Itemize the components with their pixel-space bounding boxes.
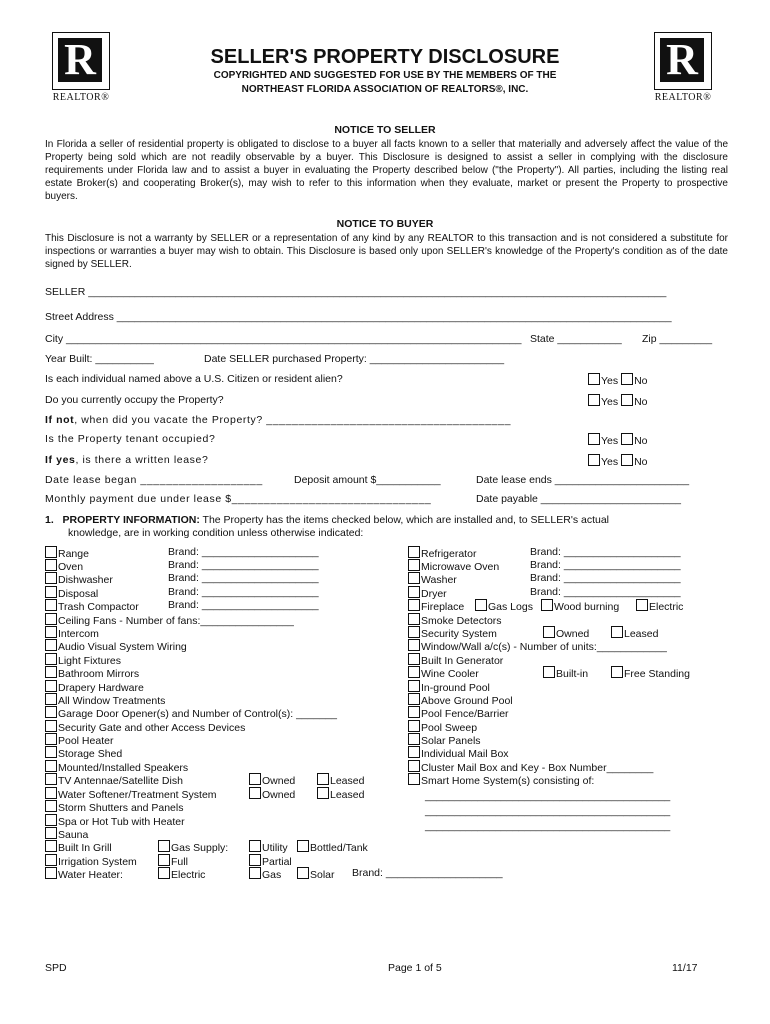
window-treatments-checkbox[interactable] <box>45 693 57 705</box>
lease-options: Yes No <box>588 454 648 468</box>
street-address-field[interactable]: Street Address _______________________________________________________________________________________________ <box>45 311 672 323</box>
footer-version: 11/17 <box>672 962 698 974</box>
item-storage-shed[interactable]: Storage Shed <box>45 746 122 761</box>
solar-panels-checkbox[interactable] <box>408 733 420 745</box>
item-range[interactable]: Range <box>45 546 89 561</box>
item-smart-home[interactable]: Smart Home System(s) consisting of: <box>408 773 594 788</box>
fireplace-electric-checkbox[interactable] <box>636 599 648 611</box>
softener-leased-checkbox[interactable] <box>317 787 329 799</box>
softener-owned[interactable]: Owned <box>249 787 295 802</box>
storm-shutters-checkbox[interactable] <box>45 800 57 812</box>
water-heater-brand[interactable]: Brand: ____________________ <box>352 867 503 879</box>
item-trash-compactor[interactable]: Trash Compactor <box>45 599 139 614</box>
refrigerator-brand[interactable]: Brand: ____________________ <box>530 546 681 558</box>
item-cluster-mailbox[interactable]: Cluster Mail Box and Key - Box Number________ <box>408 760 653 775</box>
utility-checkbox[interactable] <box>249 840 261 852</box>
window-ac-checkbox[interactable] <box>408 639 420 651</box>
security-leased-checkbox[interactable] <box>611 626 623 638</box>
softener-leased[interactable]: Leased <box>317 787 364 802</box>
item-window-ac[interactable]: Window/Wall a/c(s) - Number of units:____________ <box>408 639 667 654</box>
citizen-question: Is each individual named above a U.S. Citizen or resident alien? <box>45 373 343 385</box>
item-pool-fence[interactable]: Pool Fence/Barrier <box>408 706 509 721</box>
item-intercom[interactable]: Intercom <box>45 626 99 641</box>
washer-checkbox[interactable] <box>408 572 420 584</box>
lease-yes-checkbox[interactable] <box>588 454 600 466</box>
heater-solar[interactable]: Solar <box>297 867 335 882</box>
tv-antenna-checkbox[interactable] <box>45 773 57 785</box>
gas-utility[interactable]: Utility <box>249 840 288 855</box>
light-fixtures-checkbox[interactable] <box>45 653 57 665</box>
section-1-text: knowledge, are in working condition unless otherwise indicated: <box>68 527 364 539</box>
trash-compactor-checkbox[interactable] <box>45 599 57 611</box>
irrigation-checkbox[interactable] <box>45 854 57 866</box>
deposit-field[interactable]: Deposit amount $___________ <box>294 474 441 486</box>
drapery-checkbox[interactable] <box>45 680 57 692</box>
oven-brand[interactable]: Brand: ____________________ <box>168 559 319 571</box>
bottled-checkbox[interactable] <box>297 840 309 852</box>
item-above-pool[interactable]: Above Ground Pool <box>408 693 513 708</box>
mailbox-checkbox[interactable] <box>408 746 420 758</box>
item-disposal[interactable]: Disposal <box>45 586 98 601</box>
document-title: SELLER'S PROPERTY DISCLOSURE <box>210 46 560 68</box>
tv-owned-checkbox[interactable] <box>249 773 261 785</box>
free-standing-checkbox[interactable] <box>611 666 623 678</box>
tv-leased-checkbox[interactable] <box>317 773 329 785</box>
item-storm-shutters[interactable]: Storm Shutters and Panels <box>45 800 183 815</box>
pool-fence-checkbox[interactable] <box>408 706 420 718</box>
smoke-detectors-checkbox[interactable] <box>408 613 420 625</box>
security-system-checkbox[interactable] <box>408 626 420 638</box>
security-leased[interactable]: Leased <box>611 626 658 641</box>
year-built-field[interactable]: Year Built: __________ <box>45 353 154 365</box>
pool-heater-checkbox[interactable] <box>45 733 57 745</box>
tv-owned[interactable]: Owned <box>249 773 295 788</box>
item-wine-cooler[interactable]: Wine Cooler <box>408 666 479 681</box>
item-drapery[interactable]: Drapery Hardware <box>45 680 144 695</box>
lease-ends-field[interactable]: Date lease ends _______________________ <box>476 474 690 486</box>
vacate-question[interactable]: If not, when did you vacate the Property? ______________________________________ <box>45 414 512 426</box>
item-inground-pool[interactable]: In-ground Pool <box>408 680 490 695</box>
intercom-checkbox[interactable] <box>45 626 57 638</box>
occupy-no-checkbox[interactable] <box>621 394 633 406</box>
gas-supply-checkbox[interactable] <box>158 840 170 852</box>
gas-supply[interactable]: Gas Supply: <box>158 840 228 855</box>
date-payable-field[interactable]: Date payable ________________________ <box>476 493 681 505</box>
realtor-logo-right: R REALTOR® <box>654 32 712 103</box>
security-owned-checkbox[interactable] <box>543 626 555 638</box>
item-ceiling-fans[interactable]: Ceiling Fans - Number of fans:________________ <box>45 613 294 628</box>
heater-gas-checkbox[interactable] <box>249 867 261 879</box>
tenant-options: Yes No <box>588 433 648 447</box>
above-pool-checkbox[interactable] <box>408 693 420 705</box>
item-spa[interactable]: Spa or Hot Tub with Heater <box>45 814 185 829</box>
bathroom-mirrors-checkbox[interactable] <box>45 666 57 678</box>
heater-electric[interactable]: Electric <box>158 867 205 882</box>
tenant-question: Is the Property tenant occupied? <box>45 433 216 445</box>
smart-home-line-3[interactable]: __________________________________________ <box>425 820 671 832</box>
partial-checkbox[interactable] <box>249 854 261 866</box>
lease-no-checkbox[interactable] <box>621 454 633 466</box>
security-owned[interactable]: Owned <box>543 626 589 641</box>
item-light-fixtures[interactable]: Light Fixtures <box>45 653 121 668</box>
water-heater-checkbox[interactable] <box>45 867 57 879</box>
oven-checkbox[interactable] <box>45 559 57 571</box>
lease-question: If yes, is there a written lease? <box>45 454 209 466</box>
item-bathroom-mirrors[interactable]: Bathroom Mirrors <box>45 666 139 681</box>
item-microwave[interactable]: Microwave Oven <box>408 559 499 574</box>
smart-home-checkbox[interactable] <box>408 773 420 785</box>
item-audio-visual[interactable]: Audio Visual System Wiring <box>45 639 187 654</box>
realtor-logo-left: R REALTOR® <box>52 32 110 103</box>
wood-burning-checkbox[interactable] <box>541 599 553 611</box>
item-sauna[interactable]: Sauna <box>45 827 88 842</box>
item-security-gate[interactable]: Security Gate and other Access Devices <box>45 720 245 735</box>
item-dryer[interactable]: Dryer <box>408 586 447 601</box>
fireplace-checkbox[interactable] <box>408 599 420 611</box>
item-dishwasher[interactable]: Dishwasher <box>45 572 113 587</box>
trash-compactor-brand[interactable]: Brand: ____________________ <box>168 599 319 611</box>
built-in-checkbox[interactable] <box>543 666 555 678</box>
notice-seller-text: In Florida a seller of residential property is obligated to disclose to a buyer all facts known to a seller that materially and adversely affect the value of the Property being sold which are not readily observable by a buyer. This Disclosure is designed to assist a seller in complying with the disclosure requirements under Florida law and to assist a buyer in evaluating the Property described below ("the Property"). All parties, including the listing real estate Broker(s) and cooperating Broker(s), may wish to refer to this information when they evaluate, market or present the Property to prospective buyers. <box>45 139 728 202</box>
smart-home-line-1[interactable]: __________________________________________ <box>425 790 671 802</box>
dishwasher-brand[interactable]: Brand: ____________________ <box>168 572 319 584</box>
fireplace-wood[interactable]: Wood burning <box>541 599 619 614</box>
generator-checkbox[interactable] <box>408 653 420 665</box>
city-field[interactable]: City ______________________________________________________________________________ <box>45 333 522 345</box>
full-checkbox[interactable] <box>158 854 170 866</box>
disposal-checkbox[interactable] <box>45 586 57 598</box>
spa-checkbox[interactable] <box>45 814 57 826</box>
item-pool-heater[interactable]: Pool Heater <box>45 733 113 748</box>
item-irrigation[interactable]: Irrigation System <box>45 854 137 869</box>
cluster-mailbox-checkbox[interactable] <box>408 760 420 772</box>
microwave-brand[interactable]: Brand: ____________________ <box>530 559 681 571</box>
fireplace-gas-logs[interactable]: Gas Logs <box>475 599 533 614</box>
item-mailbox[interactable]: Individual Mail Box <box>408 746 509 761</box>
range-brand[interactable]: Brand: ____________________ <box>168 546 319 558</box>
audio-visual-checkbox[interactable] <box>45 639 57 651</box>
notice-seller-heading: NOTICE TO SELLER <box>334 124 436 136</box>
heater-solar-checkbox[interactable] <box>297 867 309 879</box>
tenant-yes-checkbox[interactable] <box>588 433 600 445</box>
item-solar-panels[interactable]: Solar Panels <box>408 733 481 748</box>
dishwasher-checkbox[interactable] <box>45 572 57 584</box>
state-field[interactable]: State ___________ <box>530 333 622 345</box>
item-water-softener[interactable]: Water Softener/Treatment System <box>45 787 217 802</box>
item-generator[interactable]: Built In Generator <box>408 653 503 668</box>
citizen-no-checkbox[interactable] <box>621 373 633 385</box>
wine-built-in[interactable]: Built-in <box>543 666 588 681</box>
refrigerator-checkbox[interactable] <box>408 546 420 558</box>
lease-began-field[interactable]: Date lease began ___________________ <box>45 474 263 486</box>
occupy-options: Yes No <box>588 394 648 408</box>
item-security-system[interactable]: Security System <box>408 626 497 641</box>
monthly-payment-field[interactable]: Monthly payment due under lease $_______________________________ <box>45 493 432 505</box>
washer-brand[interactable]: Brand: ____________________ <box>530 572 681 584</box>
notice-buyer-text: This Disclosure is not a warranty by SELLER or a representation of any kind by any REALTOR to this transaction and is not considered a substitute for inspections or warranties a buyer may wish to obtain. This Disclosure is based only upon SELLER's knowledge of the Property's condition as of the date signed by SELLER. <box>45 233 728 270</box>
microwave-checkbox[interactable] <box>408 559 420 571</box>
smart-home-line-2[interactable]: __________________________________________ <box>425 805 671 817</box>
fireplace-electric[interactable]: Electric <box>636 599 683 614</box>
footer-page-number: Page 1 of 5 <box>388 962 442 974</box>
gas-logs-checkbox[interactable] <box>475 599 487 611</box>
item-water-heater[interactable]: Water Heater: <box>45 867 123 882</box>
grill-checkbox[interactable] <box>45 840 57 852</box>
storage-shed-checkbox[interactable] <box>45 746 57 758</box>
notice-buyer-heading: NOTICE TO BUYER <box>336 218 434 230</box>
tenant-no-checkbox[interactable] <box>621 433 633 445</box>
dryer-checkbox[interactable] <box>408 586 420 598</box>
sauna-checkbox[interactable] <box>45 827 57 839</box>
occupy-yes-checkbox[interactable] <box>588 394 600 406</box>
item-mounted-speakers[interactable]: Mounted/Installed Speakers <box>45 760 188 775</box>
occupy-question: Do you currently occupy the Property? <box>45 394 224 406</box>
irrigation-full[interactable]: Full <box>158 854 188 869</box>
zip-field[interactable]: Zip _________ <box>642 333 713 345</box>
gas-bottled[interactable]: Bottled/Tank <box>297 840 368 855</box>
subtitle-line-1: COPYRIGHTED AND SUGGESTED FOR USE BY THE MEMBERS OF THE <box>213 70 557 81</box>
item-pool-sweep[interactable]: Pool Sweep <box>408 720 477 735</box>
security-gate-checkbox[interactable] <box>45 720 57 732</box>
item-smoke-detectors[interactable]: Smoke Detectors <box>408 613 502 628</box>
item-fireplace[interactable]: Fireplace <box>408 599 464 614</box>
heater-electric-checkbox[interactable] <box>158 867 170 879</box>
ceiling-fans-checkbox[interactable] <box>45 613 57 625</box>
heater-gas[interactable]: Gas <box>249 867 281 882</box>
section-1-heading: 1. PROPERTY INFORMATION: The Property has the items checked below, which are installed and, to SELLER's actual <box>45 514 610 526</box>
water-softener-checkbox[interactable] <box>45 787 57 799</box>
dryer-brand[interactable]: Brand: ____________________ <box>530 586 681 598</box>
tv-leased[interactable]: Leased <box>317 773 364 788</box>
subtitle-line-2: NORTHEAST FLORIDA ASSOCIATION OF REALTORS®, INC. <box>241 84 529 95</box>
citizen-yes-checkbox[interactable] <box>588 373 600 385</box>
pool-sweep-checkbox[interactable] <box>408 720 420 732</box>
item-tv-antenna[interactable]: TV Antennae/Satellite Dish <box>45 773 183 788</box>
item-oven[interactable]: Oven <box>45 559 83 574</box>
citizen-options: Yes No <box>588 373 648 387</box>
wine-free-standing[interactable]: Free Standing <box>611 666 690 681</box>
inground-pool-checkbox[interactable] <box>408 680 420 692</box>
seller-field[interactable]: SELLER ___________________________________________________________________________________________________ <box>45 286 667 298</box>
item-grill[interactable]: Built In Grill <box>45 840 112 855</box>
range-checkbox[interactable] <box>45 546 57 558</box>
mounted-speakers-checkbox[interactable] <box>45 760 57 772</box>
wine-cooler-checkbox[interactable] <box>408 666 420 678</box>
irrigation-partial[interactable]: Partial <box>249 854 292 869</box>
item-refrigerator[interactable]: Refrigerator <box>408 546 476 561</box>
softener-owned-checkbox[interactable] <box>249 787 261 799</box>
footer-form-code: SPD <box>45 962 67 974</box>
item-garage-opener[interactable]: Garage Door Opener(s) and Number of Control(s): _______ <box>45 706 337 721</box>
date-purchased-field[interactable]: Date SELLER purchased Property: _______________________ <box>204 353 505 365</box>
garage-opener-checkbox[interactable] <box>45 706 57 718</box>
item-washer[interactable]: Washer <box>408 572 457 587</box>
disposal-brand[interactable]: Brand: ____________________ <box>168 586 319 598</box>
item-window-treatments[interactable]: All Window Treatments <box>45 693 165 708</box>
